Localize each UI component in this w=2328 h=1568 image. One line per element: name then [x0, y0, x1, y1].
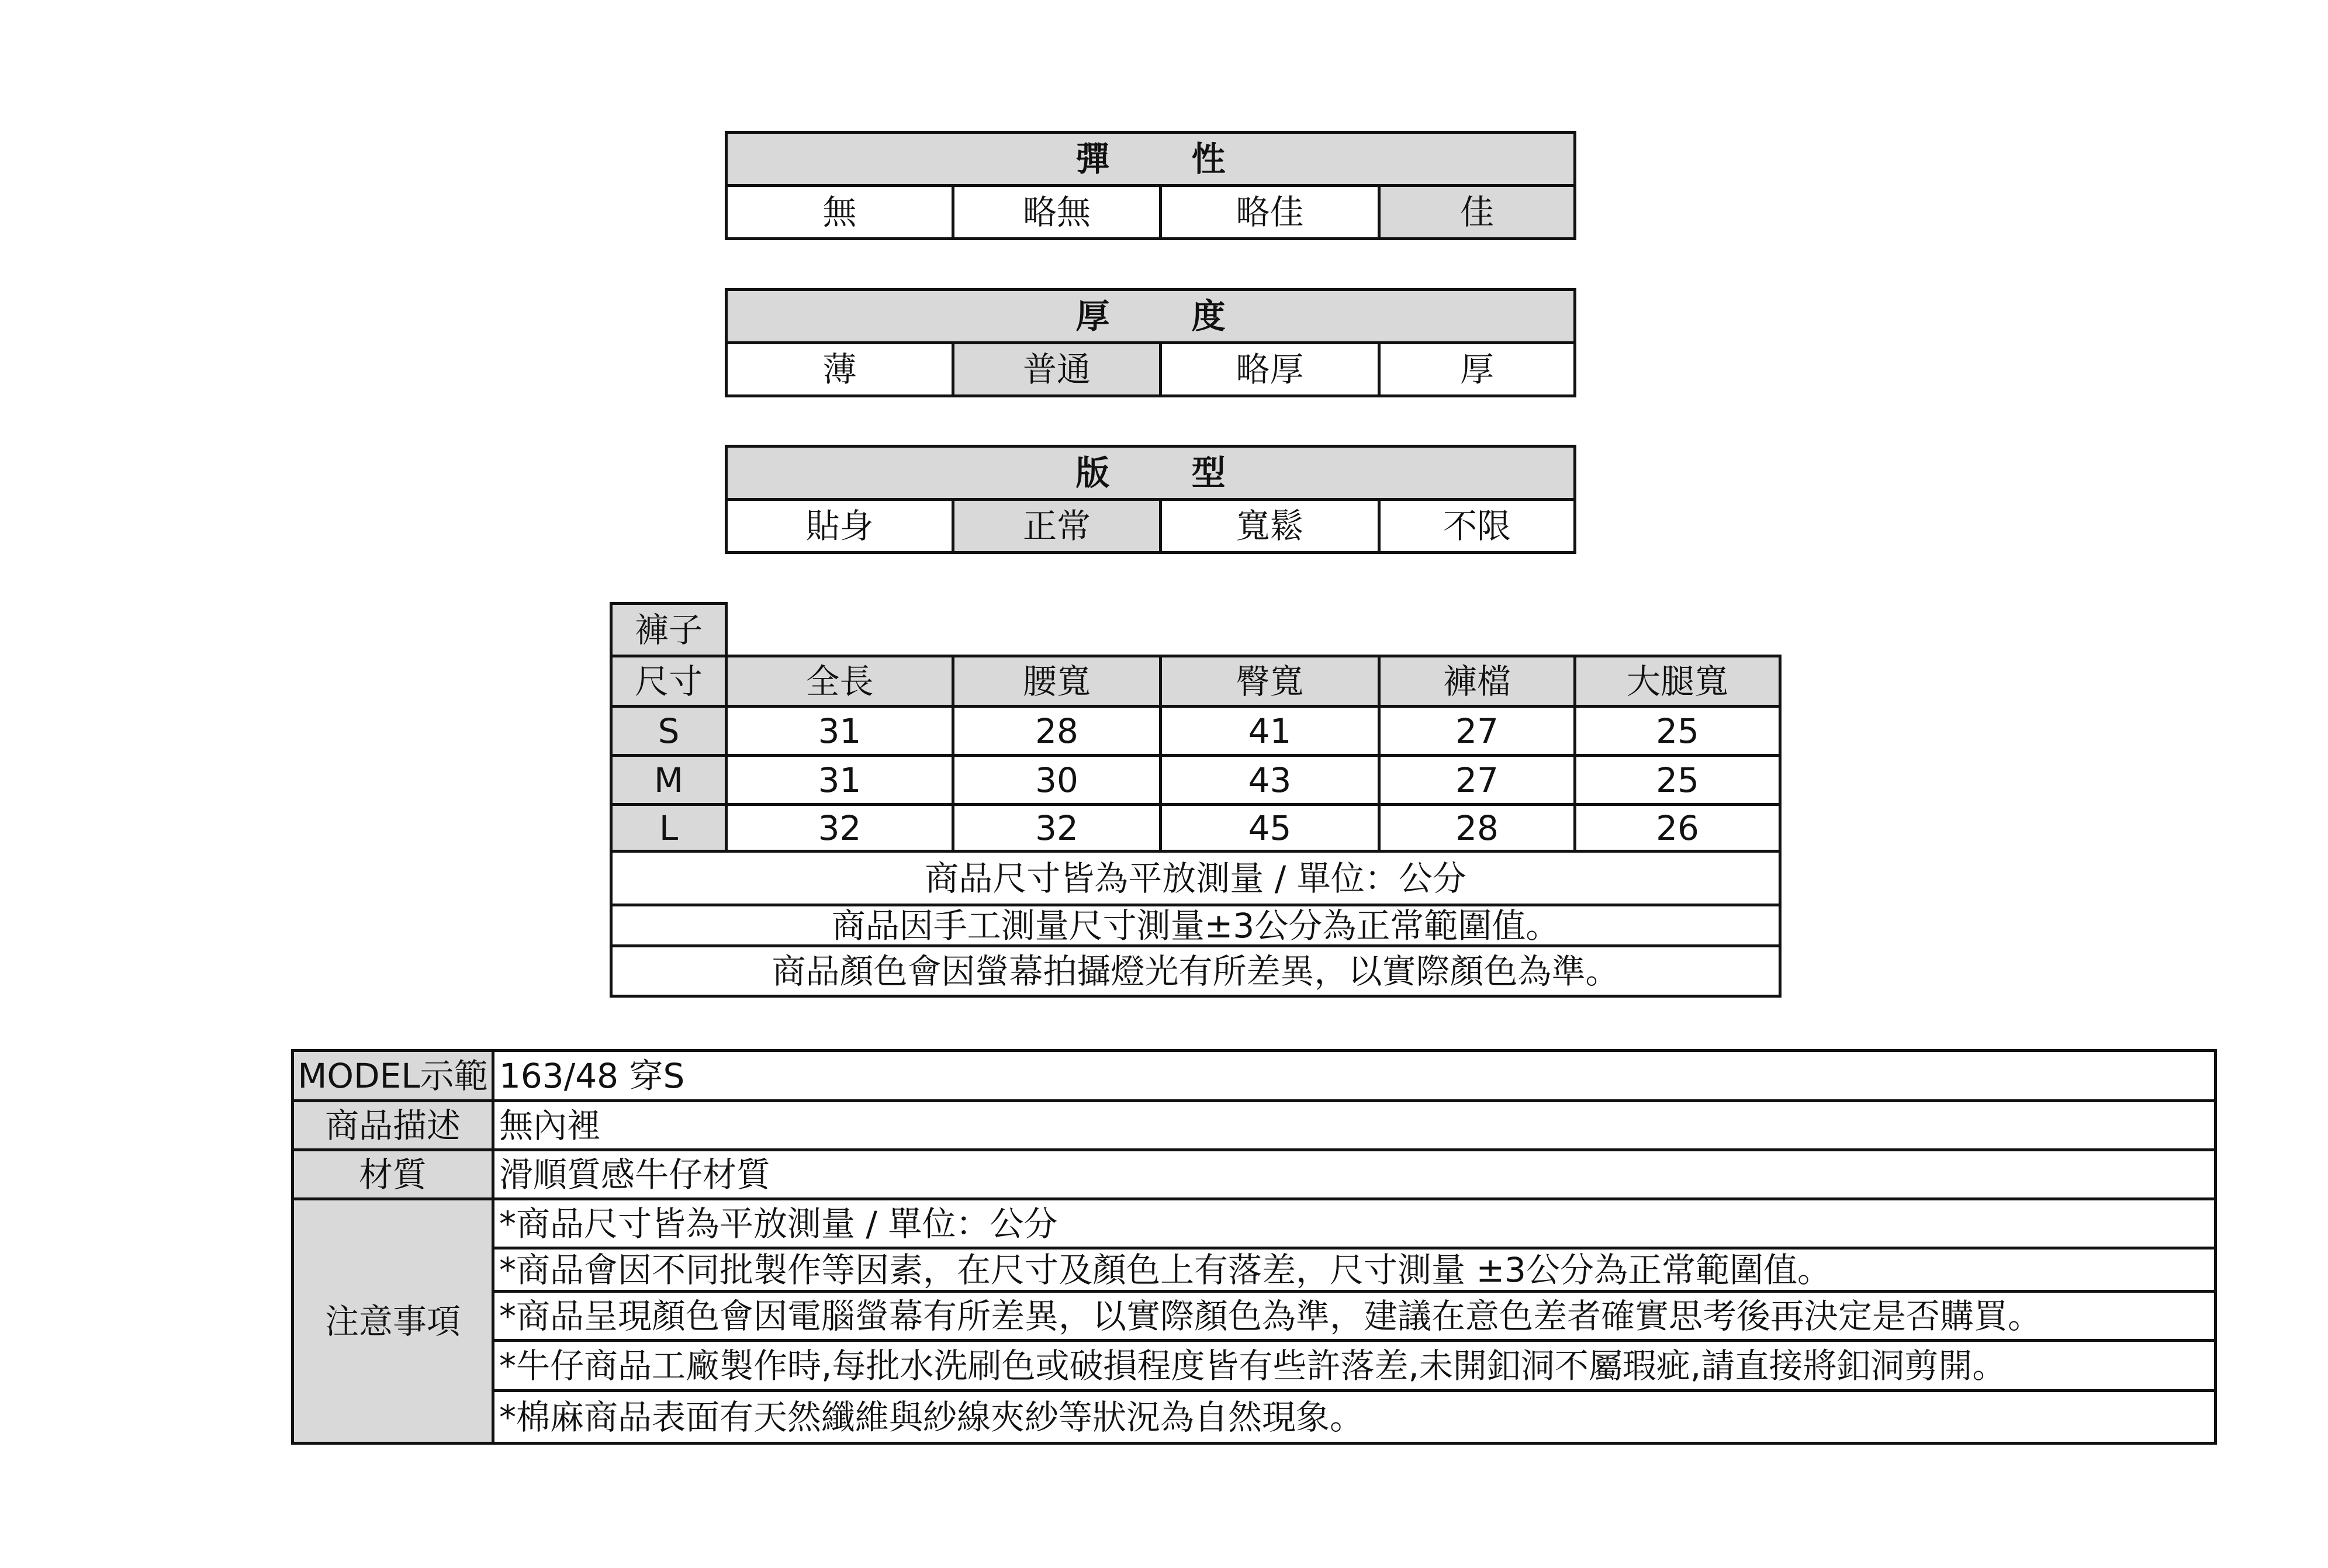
material-label: 材質 [293, 1150, 493, 1199]
notice-label: 注意事項 [293, 1199, 493, 1444]
elasticity-option: 略無 [953, 186, 1161, 239]
value-cell: 27 [1379, 707, 1575, 756]
column-header: 褲檔 [1379, 656, 1575, 707]
model-value: 163/48 穿S [493, 1051, 2216, 1101]
table-row [611, 707, 1780, 756]
notice-item: *棉麻商品表面有天然纖維與紗線夾紗等狀況為自然現象。 [493, 1391, 2216, 1444]
value-cell: 30 [953, 756, 1161, 805]
thickness-option: 薄 [727, 343, 953, 396]
size-table-category: 褲子 [611, 604, 727, 656]
value-cell: 25 [1575, 707, 1780, 756]
column-header: 全長 [727, 656, 953, 707]
size-cell: S [611, 707, 727, 756]
thickness-option: 厚 [1379, 343, 1575, 396]
notice-item: *商品呈現顏色會因電腦螢幕有所差異，以實際顏色為準，建議在意色差者確實思考後再決定是否購買。 [493, 1292, 2216, 1341]
notice-item: *商品尺寸皆為平放測量 / 單位：公分 [493, 1199, 2216, 1248]
notice-item: *商品會因不同批製作等因素，在尺寸及顏色上有落差，尺寸測量 ±3公分為正常範圍值。 [493, 1248, 2216, 1292]
column-header: 大腿寬 [1575, 656, 1780, 707]
description-label: 商品描述 [293, 1101, 493, 1150]
thickness-option: 略厚 [1161, 343, 1379, 396]
value-cell: 27 [1379, 756, 1575, 805]
size-cell: L [611, 805, 727, 852]
value-cell: 32 [953, 805, 1161, 852]
table-row [611, 756, 1780, 805]
value-cell: 45 [1161, 805, 1379, 852]
column-header: 腰寬 [953, 656, 1161, 707]
size-table [610, 602, 1782, 998]
elasticity-option-selected: 佳 [1379, 186, 1575, 239]
fit-option: 寬鬆 [1161, 500, 1379, 553]
size-table-header [611, 656, 1780, 707]
material-value: 滑順質感牛仔材質 [493, 1150, 2216, 1199]
info-table [291, 1049, 2217, 1445]
value-cell: 41 [1161, 707, 1379, 756]
elasticity-title: 彈 性 [727, 133, 1575, 186]
value-cell: 43 [1161, 756, 1379, 805]
thickness-title: 厚 度 [727, 290, 1575, 343]
value-cell: 31 [727, 707, 953, 756]
value-cell: 25 [1575, 756, 1780, 805]
size-note: 商品顏色會因螢幕拍攝燈光有所差異，以實際顏色為準。 [611, 946, 1780, 996]
model-label: MODEL示範 [293, 1051, 493, 1101]
size-label: 尺寸 [611, 656, 727, 707]
elasticity-option: 無 [727, 186, 953, 239]
fit-table [725, 445, 1576, 554]
size-note: 商品尺寸皆為平放測量 / 單位：公分 [611, 852, 1780, 905]
value-cell: 28 [1379, 805, 1575, 852]
thickness-options [727, 343, 1575, 396]
fit-title: 版 型 [727, 446, 1575, 500]
fit-option-selected: 正常 [953, 500, 1161, 553]
elasticity-table [725, 131, 1576, 240]
description-value: 無內裡 [493, 1101, 2216, 1150]
thickness-option-selected: 普通 [953, 343, 1161, 396]
table-row [611, 805, 1780, 852]
column-header: 臀寬 [1161, 656, 1379, 707]
value-cell: 26 [1575, 805, 1780, 852]
value-cell: 28 [953, 707, 1161, 756]
fit-option: 不限 [1379, 500, 1575, 553]
fit-option: 貼身 [727, 500, 953, 553]
size-cell: M [611, 756, 727, 805]
size-note: 商品因手工測量尺寸測量±3公分為正常範圍值。 [611, 905, 1780, 946]
size-table-empty [727, 604, 1780, 656]
value-cell: 32 [727, 805, 953, 852]
fit-options [727, 500, 1575, 553]
notice-item: *牛仔商品工廠製作時,每批水洗刷色或破損程度皆有些許落差,未開釦洞不屬瑕疵,請直接將釦洞剪開。 [493, 1341, 2216, 1391]
value-cell: 31 [727, 756, 953, 805]
elasticity-option: 略佳 [1161, 186, 1379, 239]
elasticity-options [727, 186, 1575, 239]
thickness-table [725, 288, 1576, 397]
